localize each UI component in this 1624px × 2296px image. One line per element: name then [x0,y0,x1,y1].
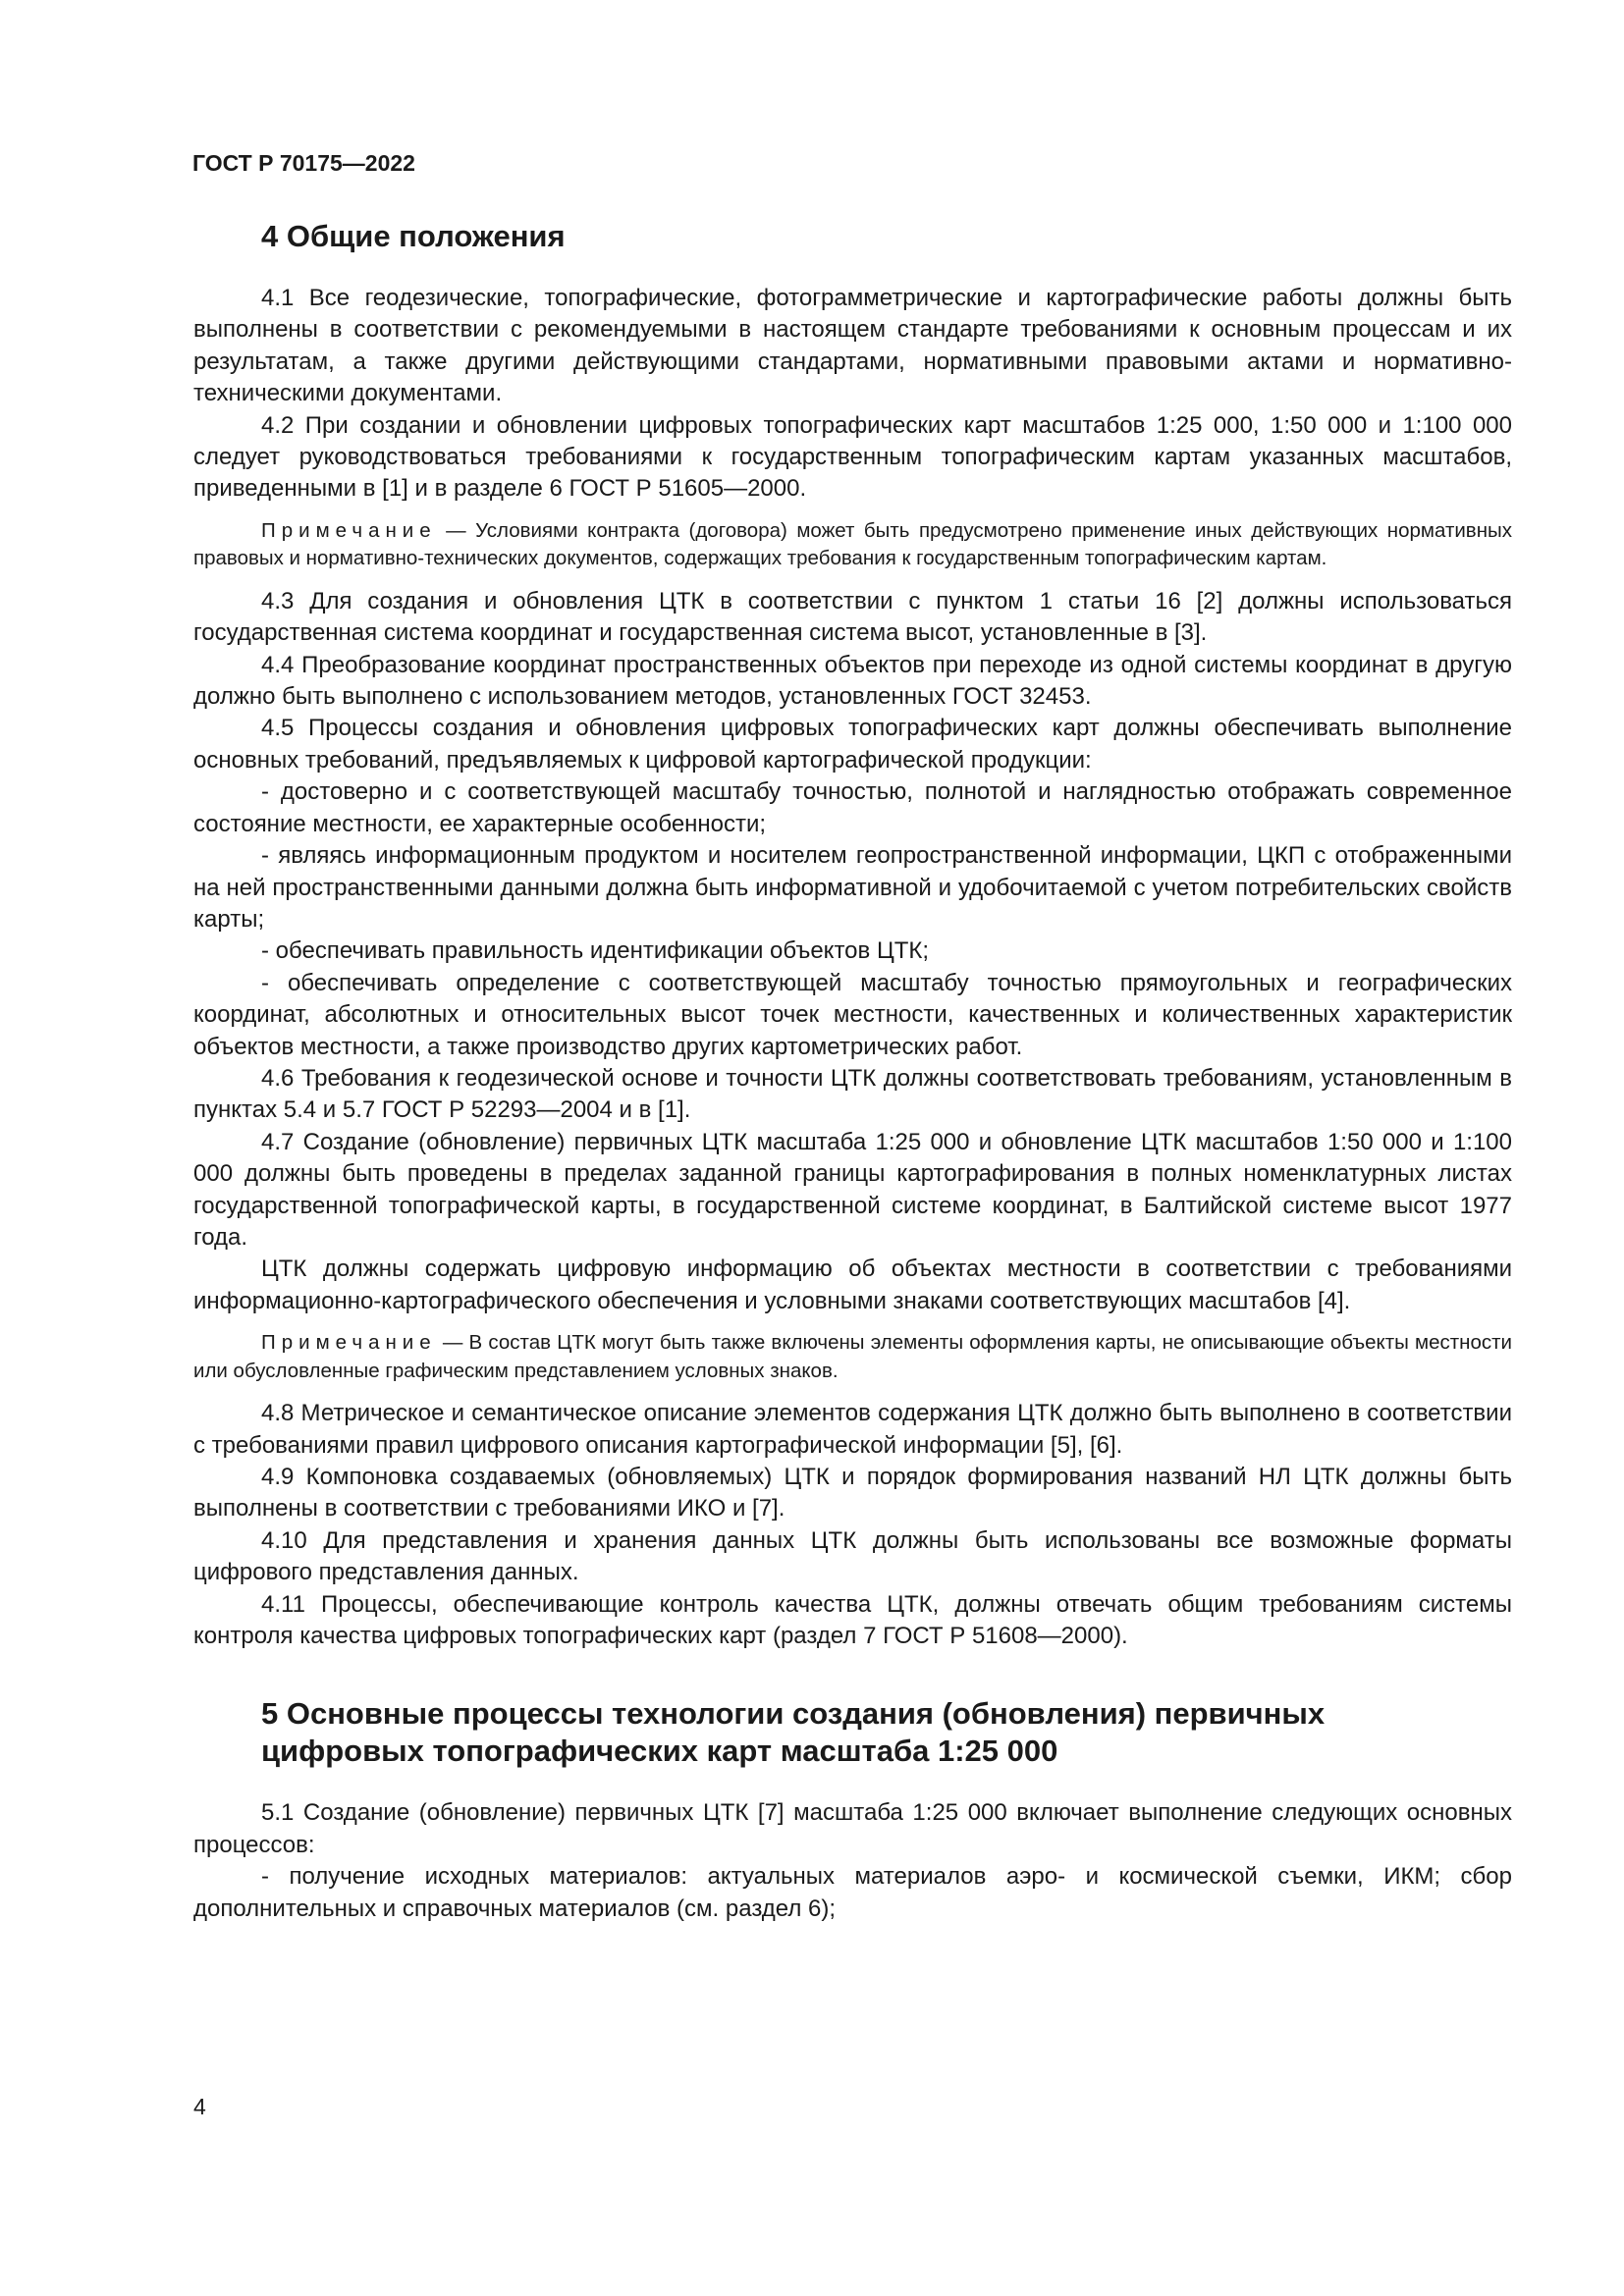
paragraph-4-1: 4.1 Все геодезические, топографические, фотограмметрические и картографические работы должны быть выполнены в соответствии с рекомендуемыми в настоящем стандарте требованиями к основным процессам и их результатам, а также другими действующими стандартами, нормативными правовыми актами и нормативно-техническими документами. [193,285,1512,407]
paragraph-4-4: 4.4 Преобразование координат пространственных объектов при переходе из одной системы координат в другую должно быть выполнено с использованием методов, установленных ГОСТ 32453. [193,651,1512,711]
section-4-title: 4 Общие положения [261,219,566,253]
paragraph-4-5: 4.5 Процессы создания и обновления цифровых топографических карт должны обеспечивать выполнение основных требований, предъявляемых к цифровой картографической продукции: [193,715,1512,774]
note-1-label: Примечание [261,518,437,542]
paragraph-4-7: 4.7 Создание (обновление) первичных ЦТК масштаба 1:25 000 и обновление ЦТК масштабов 1:50 000 и 1:100 000 должны быть проведены в пределах заданной границы картографирования в полных номенклатурных листах государственной топографической карты, в государственной системе координат, в Балтийской системе высот 1977 года. [193,1128,1512,1251]
note-2-text: — В состав ЦТК могут быть также включены элементы оформления карты, не описывающие объекты местности или обусловленные графическим представлением условных знаков. [193,1331,1512,1382]
list-item-4-5-2: - являясь информационным продуктом и носителем геопространственной информации, ЦКП с отображенными на ней пространственными данными должна быть информативной и удобочитаемой с учетом потребительских свойств карты; [193,842,1512,933]
page-number: 4 [193,2094,206,2119]
paragraph-4-8: 4.8 Метрическое и семантическое описание элементов содержания ЦТК должно быть выполнено в соответствии с требованиями правил цифрового описания картографической информации [5], [6]. [193,1400,1512,1459]
list-item-4-5-1: - достоверно и с соответствующей масштабу точностью, полнотой и наглядностью отображать современное состояние местности, ее характерные особенности; [193,778,1512,837]
standard-code: ГОСТ Р 70175—2022 [192,150,415,176]
section-5-title-line-1: 5 Основные процессы технологии создания (обновления) первичных [261,1696,1326,1732]
list-item-5-1-1: - получение исходных материалов: актуальных материалов аэро- и космической съемки, ИКМ; сбор дополнительных и справочных материалов (см. раздел 6); [193,1863,1512,1922]
paragraph-5-1: 5.1 Создание (обновление) первичных ЦТК [7] масштаба 1:25 000 включает выполнение следующих основных процессов: [193,1799,1512,1858]
paragraph-4-10: 4.10 Для представления и хранения данных ЦТК должны быть использованы все возможные форматы цифрового представления данных. [193,1526,1512,1586]
paragraph-4-7-continued: ЦТК должны содержать цифровую информацию об объектах местности в соответствии с требованиями информационно-картографического обеспечения и условными знаками соответствующих масштабов [4]. [193,1255,1512,1314]
note-1-text: — Условиями контракта (договора) может быть предусмотрено применение иных действующих нормативных правовых и нормативно-технических документов, содержащих требования к государственным топографическим картам. [193,518,1512,570]
list-item-4-5-3: - обеспечивать правильность идентификации объектов ЦТК; [261,937,930,965]
paragraph-4-11: 4.11 Процессы, обеспечивающие контроль качества ЦТК, должны отвечать общим требованиям системы контроля качества цифровых топографических карт (раздел 7 ГОСТ Р 51608—2000). [193,1590,1512,1650]
list-item-4-5-4: - обеспечивать определение с соответствующей масштабу точностью прямоугольных и географических координат, абсолютных и относительных высот точек местности, качественных и количественных характеристик объектов местности, а также производство других картометрических работ. [193,969,1512,1060]
note-1 [193,517,1512,573]
paragraph-4-3: 4.3 Для создания и обновления ЦТК в соответствии с пунктом 1 статьи 16 [2] должны использоваться государственная система координат и государственная система высот, установленные в [3]. [193,587,1512,647]
page-content [193,218,1512,1925]
paragraph-4-9: 4.9 Компоновка создаваемых (обновляемых) ЦТК и порядок формирования названий НЛ ЦТК должны быть выполнены в соответствии с требованиями ИКО и [7]. [193,1464,1512,1522]
section-5-title [261,1695,1512,1770]
paragraph-4-2: 4.2 При создании и обновлении цифровых топографических карт масштабов 1:25 000, 1:50 000 и 1:100 000 следует руководствоваться требованиями к государственным топографическим картам указанных масштабов, приведенными в [1] и в разделе 6 ГОСТ Р 51605—2000. [193,411,1512,503]
paragraph-4-6: 4.6 Требования к геодезической основе и точности ЦТК должны соответствовать требованиям, установленным в пунктах 5.4 и 5.7 ГОСТ Р 52293—2004 и в [1]. [193,1064,1512,1124]
note-2-label: Примечание [261,1331,437,1355]
note-2 [193,1329,1512,1385]
section-5-title-line-2: цифровых топографических карт масштаба 1:25 000 [261,1734,1058,1769]
